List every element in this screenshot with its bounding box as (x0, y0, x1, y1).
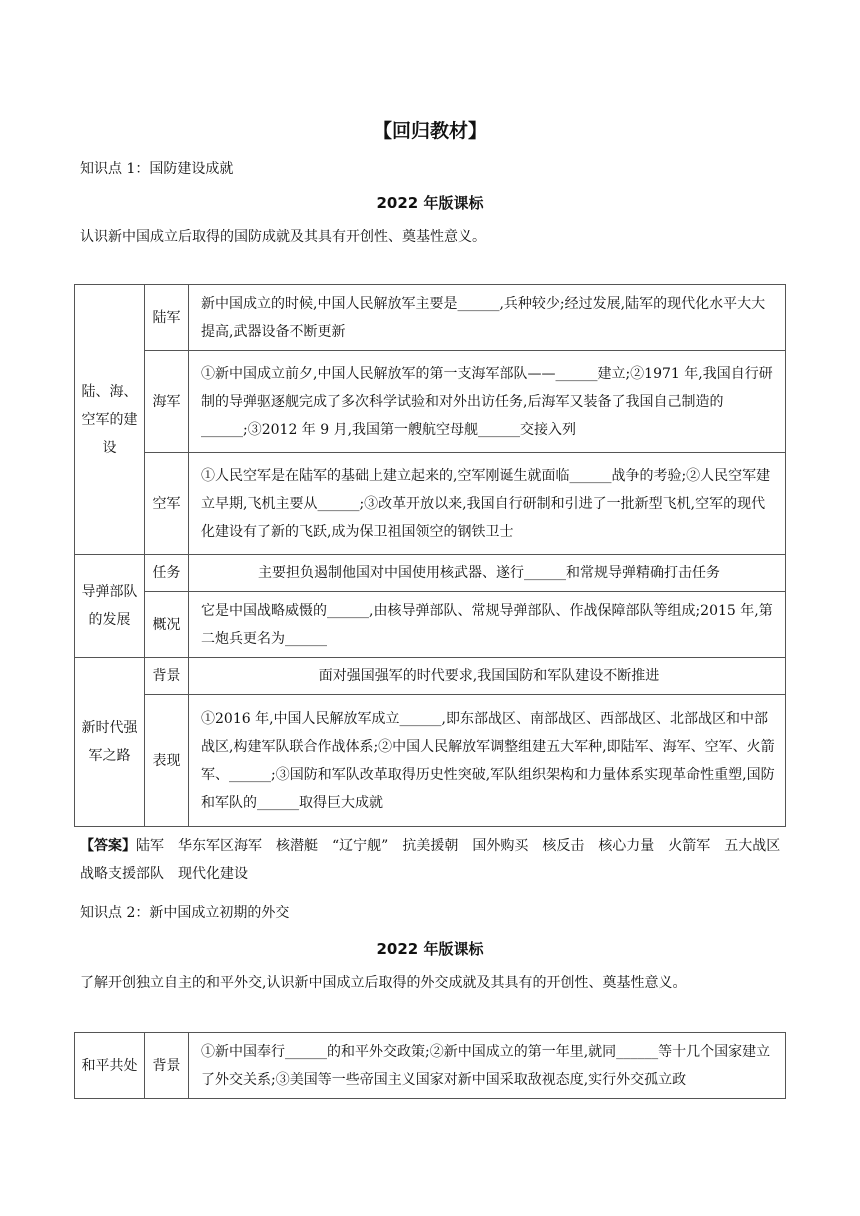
category-cell: 和平共处 (75, 1033, 145, 1099)
standard-text-1: 认识新中国成立后取得的国防成就及其具有开创性、奠基性意义。 (80, 229, 486, 245)
defense-table (74, 284, 786, 827)
description-cell: 新中国成立的时候,中国人民解放军主要是______,兵种较少;经过发展,陆军的现代化水平大大提高,武器设备不断更新 (189, 285, 786, 351)
subcategory-cell: 表现 (145, 695, 189, 827)
table-row (75, 285, 786, 351)
answer-block (80, 832, 795, 888)
knowledge-point-1-label: 知识点 1：国防建设成就 (80, 161, 234, 177)
category-cell: 新时代强军之路 (75, 658, 145, 827)
category-cell: 陆、海、空军的建设 (75, 285, 145, 555)
description-cell: 它是中国战略威慑的______,由核导弹部队、常规导弹部队、作战保障部队等组成;2015 年,第二炮兵更名为______ (189, 592, 786, 658)
table-row (75, 453, 786, 555)
table-row (75, 695, 786, 827)
table-row (75, 1033, 786, 1099)
table-row (75, 658, 786, 695)
description-cell: ①新中国奉行______的和平外交政策;②新中国成立的第一年里,就同______等十几个国家建立了外交关系;③美国等一些帝国主义国家对新中国采取敌视态度,实行外交孤立政 (189, 1033, 786, 1099)
category-cell: 导弹部队的发展 (75, 555, 145, 658)
answer-label: 【答案】 (80, 838, 136, 854)
table-row (75, 351, 786, 453)
table-row (75, 555, 786, 592)
page-title: 【回归教材】 (372, 120, 487, 142)
diplomacy-table (74, 1032, 786, 1099)
description-cell: 主要担负遏制他国对中国使用核武器、遂行______和常规导弹精确打击任务 (189, 555, 786, 592)
subcategory-cell: 概况 (145, 592, 189, 658)
standard-text-2: 了解开创独立自主的和平外交,认识新中国成立后取得的外交成就及其具有的开创性、奠基性意义。 (80, 975, 687, 991)
description-cell: 面对强国强军的时代要求,我国国防和军队建设不断推进 (189, 658, 786, 695)
answer-text: 陆军 华东军区海军 核潜艇 “辽宁舰” 抗美援朝 国外购买 核反击 核心力量 火箭军 五大战区 战略支援部队 现代化建设 (80, 838, 795, 882)
knowledge-point-2-label: 知识点 2：新中国成立初期的外交 (80, 905, 290, 921)
description-cell: ①新中国成立前夕,中国人民解放军的第一支海军部队——______建立;②1971 年,我国自行研制的导弹驱逐舰完成了多次科学试验和对外出访任务,后海军又装备了我国自己制造的______;③2012 年 9 月,我国第一艘航空母舰______交接入列 (189, 351, 786, 453)
standard-heading-2: 2022 年版课标 (376, 940, 484, 958)
subcategory-cell: 空军 (145, 453, 189, 555)
subcategory-cell: 海军 (145, 351, 189, 453)
subcategory-cell: 任务 (145, 555, 189, 592)
table-row (75, 592, 786, 658)
subcategory-cell: 背景 (145, 658, 189, 695)
subcategory-cell: 背景 (145, 1033, 189, 1099)
description-cell: ①人民空军是在陆军的基础上建立起来的,空军刚诞生就面临______战争的考验;②人民空军建立早期,飞机主要从______;③改革开放以来,我国自行研制和引进了一批新型飞机,空军的现代化建设有了新的飞跃,成为保卫祖国领空的钢铁卫士 (189, 453, 786, 555)
standard-heading-1: 2022 年版课标 (376, 194, 484, 212)
subcategory-cell: 陆军 (145, 285, 189, 351)
description-cell: ①2016 年,中国人民解放军成立______,即东部战区、南部战区、西部战区、北部战区和中部战区,构建军队联合作战体系;②中国人民解放军调整组建五大军种,即陆军、海军、空军、火箭军、______;③国防和军队改革取得历史性突破,军队组织架构和力量体系实现革命性重塑,国防和军队的______取得巨大成就 (189, 695, 786, 827)
